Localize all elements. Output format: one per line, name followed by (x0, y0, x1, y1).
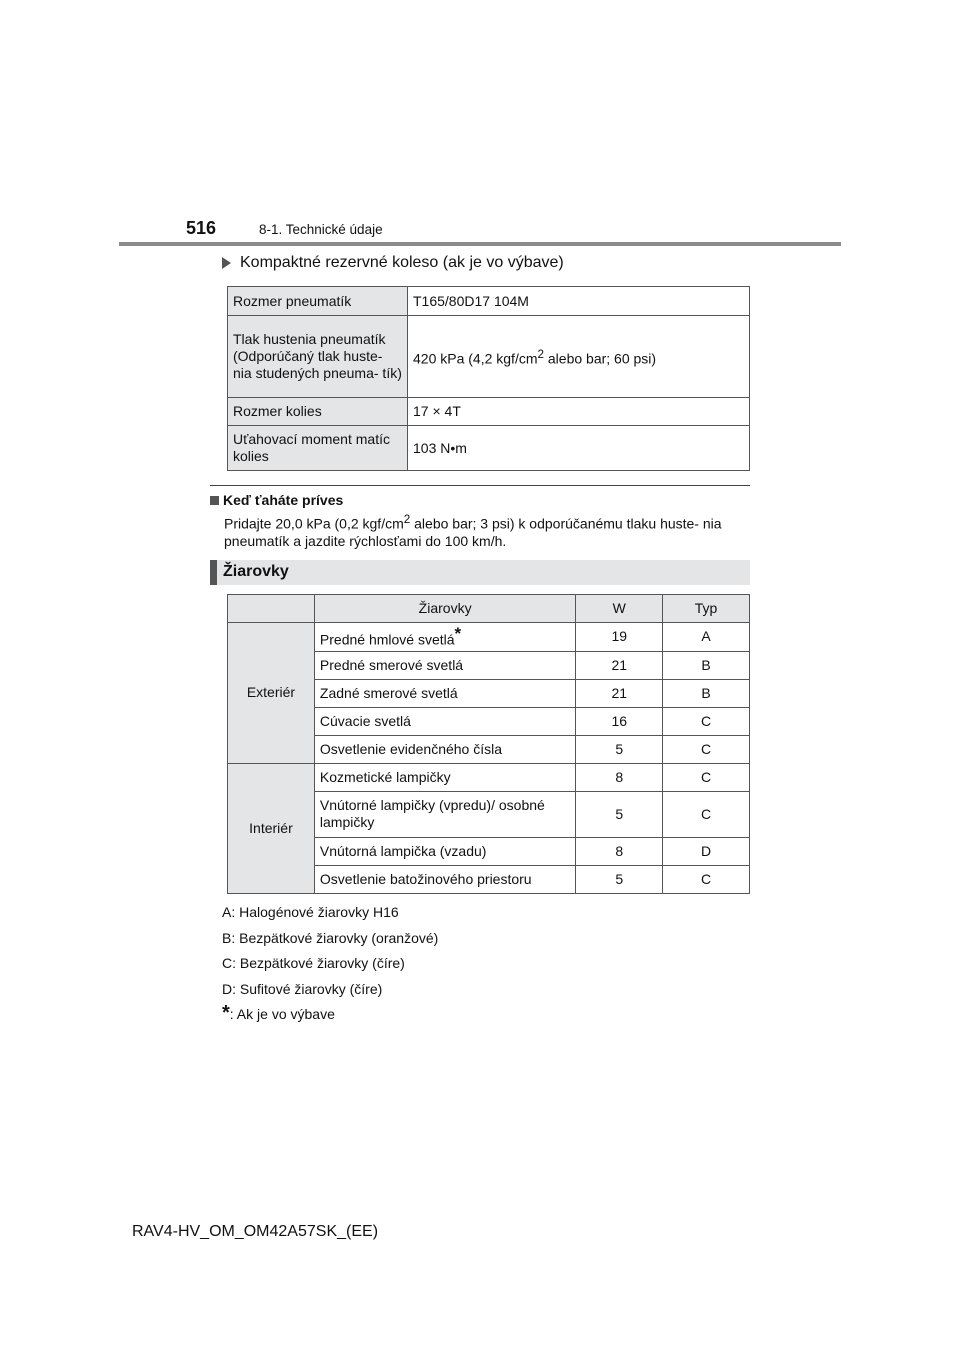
bulb-type: C (663, 763, 750, 791)
spec-label: Rozmer pneumatík (228, 287, 408, 316)
bulb-watt: 5 (576, 865, 663, 893)
spare-wheel-heading (222, 254, 564, 272)
legend-b: B: Bezpätkové žiarovky (oranžové) (222, 930, 439, 946)
bulb-name: Kozmetické lampičky (314, 763, 575, 791)
header-rule (119, 242, 841, 246)
bulb-type: D (663, 837, 750, 865)
footnote (222, 1002, 335, 1024)
bulb-type: B (663, 679, 750, 707)
bulb-name: Zadné smerové svetlá (314, 679, 575, 707)
table-header-row (228, 595, 750, 623)
towing-note-heading (210, 492, 343, 508)
bulb-name: Predné smerové svetlá (314, 651, 575, 679)
bulb-watt: 8 (576, 763, 663, 791)
spec-value: 103 N•m (408, 426, 750, 471)
spec-value-rest: alebo bar; 60 psi) (544, 350, 657, 367)
towing-note-sup: 2 (403, 513, 411, 526)
bulb-name: Cúvacie svetlá (314, 707, 575, 735)
bulb-type: C (663, 865, 750, 893)
towing-note-text-rest: alebo bar; 3 psi) k odporúčanému tlaku huste- nia pneumatík a jazdite rýchlosťami do 100 km/h. (224, 515, 722, 549)
page-number: 516 (186, 218, 217, 238)
table-row (228, 398, 750, 426)
bulb-watt: 5 (576, 791, 663, 837)
bulb-name: Osvetlenie batožinového priestoru (314, 865, 575, 893)
bulb-name: Vnútorná lampička (vzadu) (314, 837, 575, 865)
square-bullet-icon (210, 496, 219, 505)
spec-value: 17 × 4T (408, 398, 750, 426)
bulb-name: Osvetlenie evidenčného čísla (314, 735, 575, 763)
towing-note-heading-text: Keď ťaháte príves (223, 492, 344, 508)
footer-code: RAV4-HV_OM_OM42A57SK_(EE) (132, 1223, 379, 1240)
spare-wheel-heading-text: Kompaktné rezervné koleso (ak je vo výbave) (240, 254, 564, 271)
header-cell-bulbs: Žiarovky (314, 595, 575, 623)
bulb-watt: 16 (576, 707, 663, 735)
band-accent-bar (210, 560, 217, 585)
section-title: 8-1. Technické údaje (259, 222, 383, 237)
header-cell-type: Typ (663, 595, 750, 623)
bulbs-table (227, 594, 750, 894)
bulb-name: Vnútorné lampičky (vpredu)/ osobné lampičky (314, 791, 575, 837)
optional-mark: * (454, 624, 462, 643)
bulb-type: C (663, 735, 750, 763)
bulb-watt: 8 (576, 837, 663, 865)
spec-label: Uťahovací moment matíc kolies (228, 426, 408, 471)
towing-note-text (224, 511, 750, 550)
table-row (228, 763, 750, 791)
bulb-type: B (663, 651, 750, 679)
bulb-name-text: Predné hmlové svetlá (319, 631, 455, 648)
spec-label: Rozmer kolies (228, 398, 408, 426)
bulb-watt: 19 (576, 623, 663, 652)
spec-value-sup: 2 (537, 347, 544, 361)
table-row (228, 287, 750, 316)
spec-value: T165/80D17 104M (408, 287, 750, 316)
bulb-watt: 21 (576, 679, 663, 707)
spec-value (408, 316, 750, 398)
footnote-mark: * (222, 1002, 230, 1024)
bulbs-section-band (210, 560, 750, 585)
header-cell-empty (228, 595, 315, 623)
bulb-type: C (663, 707, 750, 735)
table-row (228, 316, 750, 398)
spec-label: Tlak hustenia pneumatík (Odporúčaný tlak huste- nia studených pneuma- tík) (228, 316, 408, 398)
bulb-watt: 21 (576, 651, 663, 679)
legend-a: A: Halogénové žiarovky H16 (222, 904, 399, 920)
bulb-type: A (663, 623, 750, 652)
spec-value-main: 420 kPa (4,2 kgf/cm (413, 350, 538, 367)
towing-note-text-main: Pridajte 20,0 kPa (0,2 kgf/cm (224, 515, 404, 532)
legend-c: C: Bezpätkové žiarovky (číre) (222, 955, 405, 971)
table-row (228, 623, 750, 652)
bulb-watt: 5 (576, 735, 663, 763)
spare-wheel-table (227, 286, 750, 471)
bulb-name (314, 623, 575, 652)
section-divider (210, 485, 750, 486)
bulbs-section-title: Žiarovky (223, 563, 289, 580)
header-cell-w: W (576, 595, 663, 623)
footnote-text: : Ak je vo výbave (229, 1006, 335, 1022)
table-row (228, 426, 750, 471)
group-cell-exterior: Exteriér (228, 623, 315, 764)
bulb-type: C (663, 791, 750, 837)
group-cell-interior: Interiér (228, 763, 315, 893)
triangle-bullet-icon (222, 257, 231, 269)
legend-d: D: Sufitové žiarovky (číre) (222, 981, 383, 997)
